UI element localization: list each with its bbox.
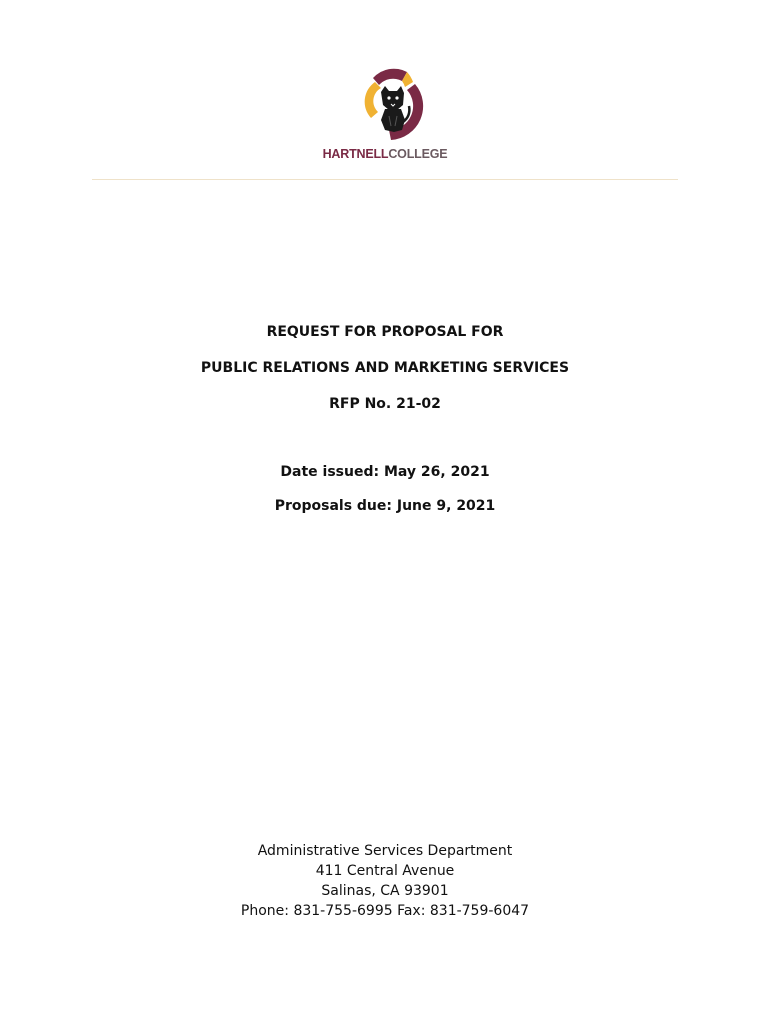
college-wordmark	[0, 147, 770, 161]
panther-logo-icon	[345, 60, 435, 144]
college-logo	[0, 60, 770, 170]
wordmark-part-2: COLLEGE	[388, 147, 448, 161]
rfp-heading-line1: REQUEST FOR PROPOSAL FOR	[266, 324, 504, 340]
city-state-zip: Salinas, CA 93901	[321, 883, 449, 899]
rfp-number: RFP No. 21-02	[329, 396, 441, 412]
wordmark-part-1: HARTNELL	[322, 147, 389, 161]
rfp-heading-line2: PUBLIC RELATIONS AND MARKETING SERVICES	[200, 360, 570, 376]
street-address: 411 Central Avenue	[315, 863, 455, 879]
proposals-due: Proposals due: June 9, 2021	[274, 498, 496, 514]
date-issued: Date issued: May 26, 2021	[280, 464, 490, 480]
header-divider	[92, 179, 678, 180]
phone-fax: Phone: 831-755-6995 Fax: 831-759-6047	[240, 903, 530, 919]
department-name: Administrative Services Department	[257, 843, 513, 859]
contact-address	[0, 841, 770, 921]
